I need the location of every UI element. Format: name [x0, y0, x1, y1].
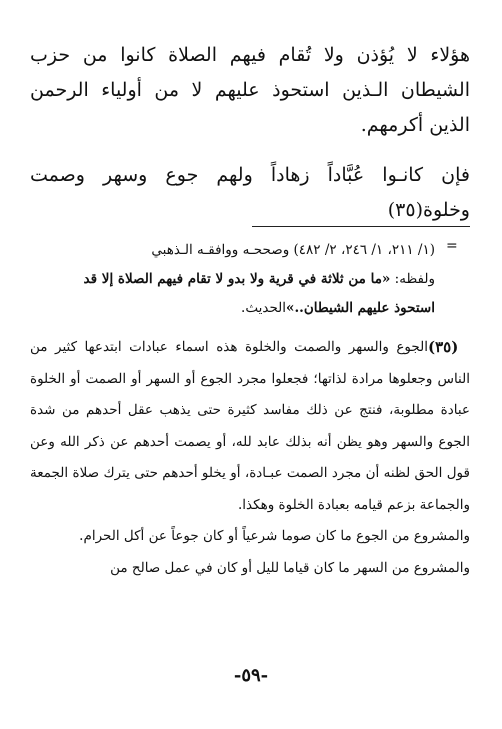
footnote-continuation — [30, 236, 435, 323]
footnote-continuation-line-2 — [30, 265, 435, 294]
footnote-divider — [252, 226, 470, 227]
footnote-paragraph-1 — [30, 332, 470, 521]
hadith-quote-text: «ما من ثلاثة في قرية ولا بدو لا تقام فيهم الصلاة إلا قد — [83, 271, 391, 287]
footnote-paragraph-1-text: الجوع والسهر والصمت والخلوة هذه اسماء عبادات ابتدعها كثير من الناس وجعلوها مرادة لذاتها؛ فجعلوا مجرد الجوع أو السهر أو الصمت أو الخلوة عبادة مطلوبة، فنتج عن ذلك مفاسد كثيرة حتى يذهب عقل أحدهم من شدة الجوع والسهر وهو يظن أنه بذلك عابد لله، أو يصمت أحدهم عن ذكر الله وعن قول الحق لظنه أن مجرد الصمت عبـادة، أو يخلو أحدهم حتى يترك صلاة الجمعة والجماعة بزعم قيامه بعبادة الخلوة وهكذا. — [30, 339, 470, 513]
hadith-suffix: الحديث. — [241, 300, 287, 316]
page-number: -٥٩- — [233, 665, 269, 686]
main-paragraph-1: هؤلاء لا يُؤذن ولا تُقام فيهم الصلاة كانوا من حزب الشيطان الـذين استحوذ عليهم لا من أولياء الرحمن الذين أكرمهم. — [30, 44, 470, 136]
footnote-continuation-line-3 — [30, 294, 435, 323]
footnote-paragraph-2: والمشروع من الجوع ما كان صوما شرعياً أو كان جوعاً عن أكل الحرام. — [79, 528, 470, 544]
hadith-quote-end: استحوذ عليهم الشيطان..» — [286, 300, 435, 316]
main-paragraph-2: فإن كانـوا عُبَّاداً زهاداً ولهم جوع وسهر وصمت وخلوة(٣٥) — [30, 164, 470, 221]
footnote-lafdhuhu-prefix: ولفظه: — [390, 271, 435, 287]
footnote-continuation-line-1: (١/ ٢١١، ١/ ٢٤٦، ٢/ ٤٨٢) وصححـه ووافقـه الـذهبي — [151, 242, 435, 258]
footnote-paragraph-3: والمشروع من السهر ما كان قياما لليل أو كان في عمل صالح من — [110, 559, 470, 576]
footnote-35-body — [30, 332, 470, 584]
footnote-continuation-marker: = — [446, 238, 458, 254]
footnote-number: (٣٥) — [428, 338, 459, 356]
